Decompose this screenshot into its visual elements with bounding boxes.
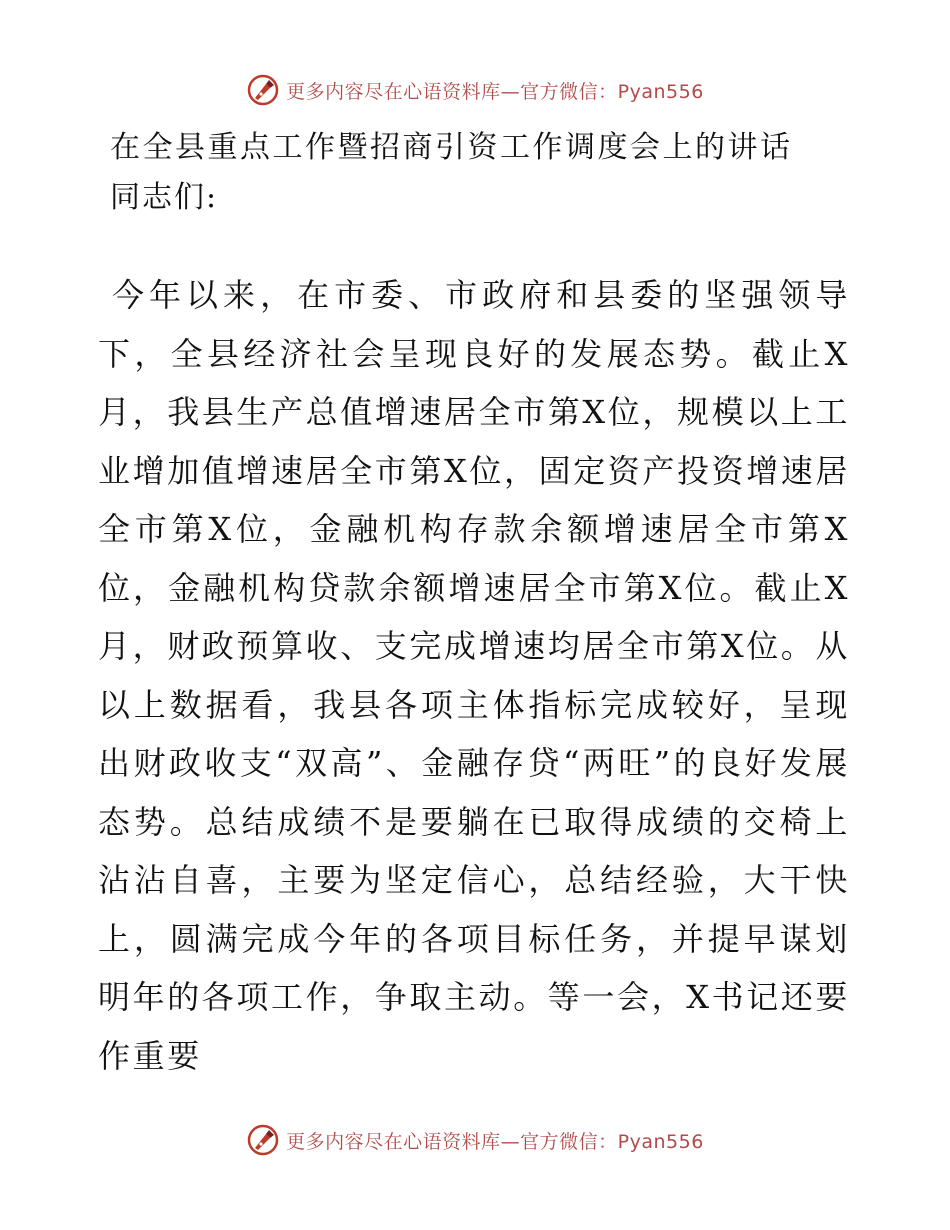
header-banner-text: 更多内容尽在心语资料库—官方微信：Pyan556: [286, 80, 704, 103]
pen-nib-logo-icon: [246, 73, 280, 107]
document-title: 在全县重点工作暨招商引资工作调度会上的讲话: [110, 130, 793, 165]
body-paragraph: 今年以来，在市委、市政府和县委的坚强领导下，全县经济社会呈现良好的发展态势。截止X月，我县生产总值增速居全市第X位，规模以上工业增加值增速居全市第X位，固定资产投资增速居全市第X位，金融机构存款余额增速居全市第X位，金融机构贷款余额增速居全市第X位。截止X月，财政预算收、支完成增速均居全市第X位。从以上数据看，我县各项主体指标完成较好，呈现出财政收支“双高”、金融存贷“两旺”的良好发展态势。总结成绩不是要躺在已取得成绩的交椅上沾沾自喜，主要为坚定信心，总结经验，大干快上，圆满完成今年的各项目标任务，并提早谋划明年的各项工作，争取主动。等一会，X书记还要作重要: [98, 276, 850, 1075]
salutation: 同志们:: [110, 180, 219, 215]
footer-banner-text: 更多内容尽在心语资料库—官方微信：Pyan556: [286, 1130, 704, 1153]
footer-banner: [0, 1120, 950, 1160]
pen-nib-logo-icon: [246, 1123, 280, 1157]
header-banner: [0, 70, 950, 110]
